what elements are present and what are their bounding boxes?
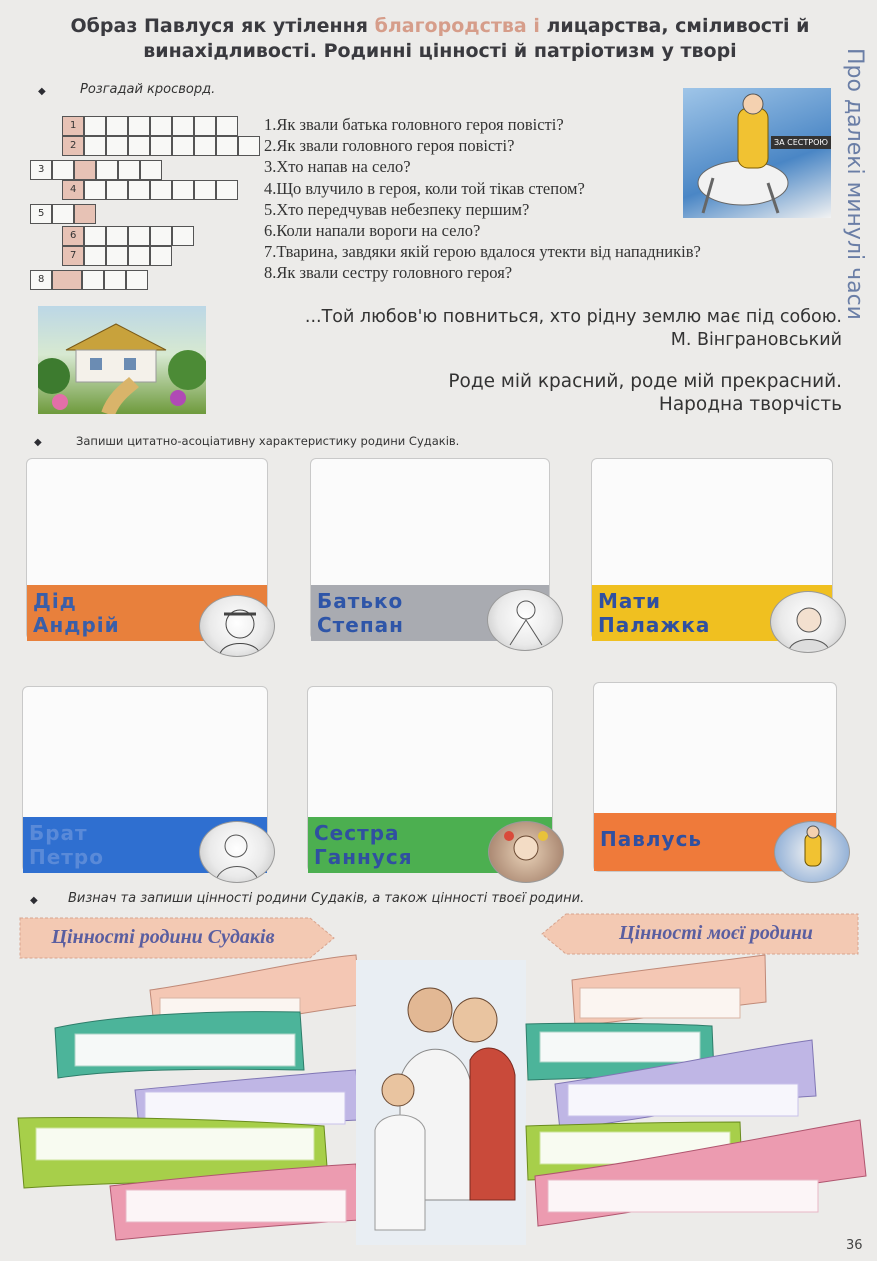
- card-sestra-hannusia[interactable]: [307, 686, 553, 872]
- task-crossword: Розгадай кросворд.: [80, 82, 216, 97]
- portrait-image: [774, 821, 850, 883]
- bullet-icon: ◆: [38, 86, 46, 97]
- question-1: 1.Як звали батька головного героя повісті?: [264, 115, 564, 134]
- card-batko-stepan[interactable]: [310, 458, 550, 640]
- bullet-icon: ◆: [34, 437, 42, 448]
- values-ribbons[interactable]: [0, 950, 877, 1245]
- quote-2-author: Народна творчість: [658, 394, 842, 415]
- task-values: Визнач та запиши цінності родини Судаків, а також цінності твоєї родини.: [68, 891, 585, 906]
- book-cover-title: ЗА СЕСТРОЮ: [771, 136, 831, 149]
- village-house-image: [38, 306, 206, 414]
- page-number: 36: [846, 1238, 863, 1253]
- card-did-andrii[interactable]: [26, 458, 268, 640]
- svg-text:Про далекі минулі часи: Про далекі минулі часи: [842, 48, 867, 320]
- quote-2-text: Роде мій красний, роде мій прекрасний.: [448, 371, 842, 392]
- portrait-image: [199, 821, 275, 883]
- bullet-icon: ◆: [30, 895, 38, 906]
- portrait-image: [487, 589, 563, 651]
- book-cover-image: [683, 88, 831, 218]
- portrait-image: [199, 595, 275, 657]
- card-pavlus[interactable]: [593, 682, 837, 872]
- card-band: Брат Петро: [23, 817, 267, 873]
- card-brat-petro[interactable]: [22, 686, 268, 872]
- card-band: Павлусь: [594, 813, 836, 871]
- card-band: Батько Степан: [311, 585, 549, 641]
- question-7: 7.Тварина, завдяки якій герою вдалося утекти від нападників?: [264, 242, 701, 262]
- card-maty-palazhka[interactable]: [591, 458, 833, 640]
- question-2: 2.Як звали головного героя повісті?: [264, 136, 515, 156]
- quote-2: [230, 370, 842, 416]
- card-band: Мати Палажка: [592, 585, 832, 641]
- quote-1: [230, 306, 842, 352]
- question-5: 5.Хто передчував небезпеку першим?: [264, 199, 530, 219]
- card-band: Сестра Ганнуся: [308, 817, 552, 873]
- page-title: Образ Павлуся як утілення благородства і лицарства, сміливості й винахідливості. Родинні цінності й патріотизм у творі: [70, 15, 810, 62]
- question-8: 8.Як звали сестру головного героя?: [264, 263, 513, 283]
- task-characteristics: Запиши цитатно-асоціативну характеристику родини Судаків.: [76, 434, 460, 448]
- portrait-image: [488, 821, 564, 883]
- quote-1-text: ...Той любов'ю повниться, хто рідну землю має під собою.: [304, 307, 842, 327]
- question-3: 3.Хто напав на село?: [264, 157, 411, 177]
- card-band: Дід Андрій: [27, 585, 267, 641]
- question-4: 4.Що влучило в героя, коли той тікав степом?: [264, 178, 585, 198]
- portrait-image: [770, 591, 846, 653]
- quote-1-author: М. Вінграновський: [670, 330, 842, 350]
- question-6: 6.Коли напали вороги на село?: [264, 221, 481, 241]
- crossword-grid[interactable]: 1 2 3 4 5 6 7 8: [30, 116, 270, 296]
